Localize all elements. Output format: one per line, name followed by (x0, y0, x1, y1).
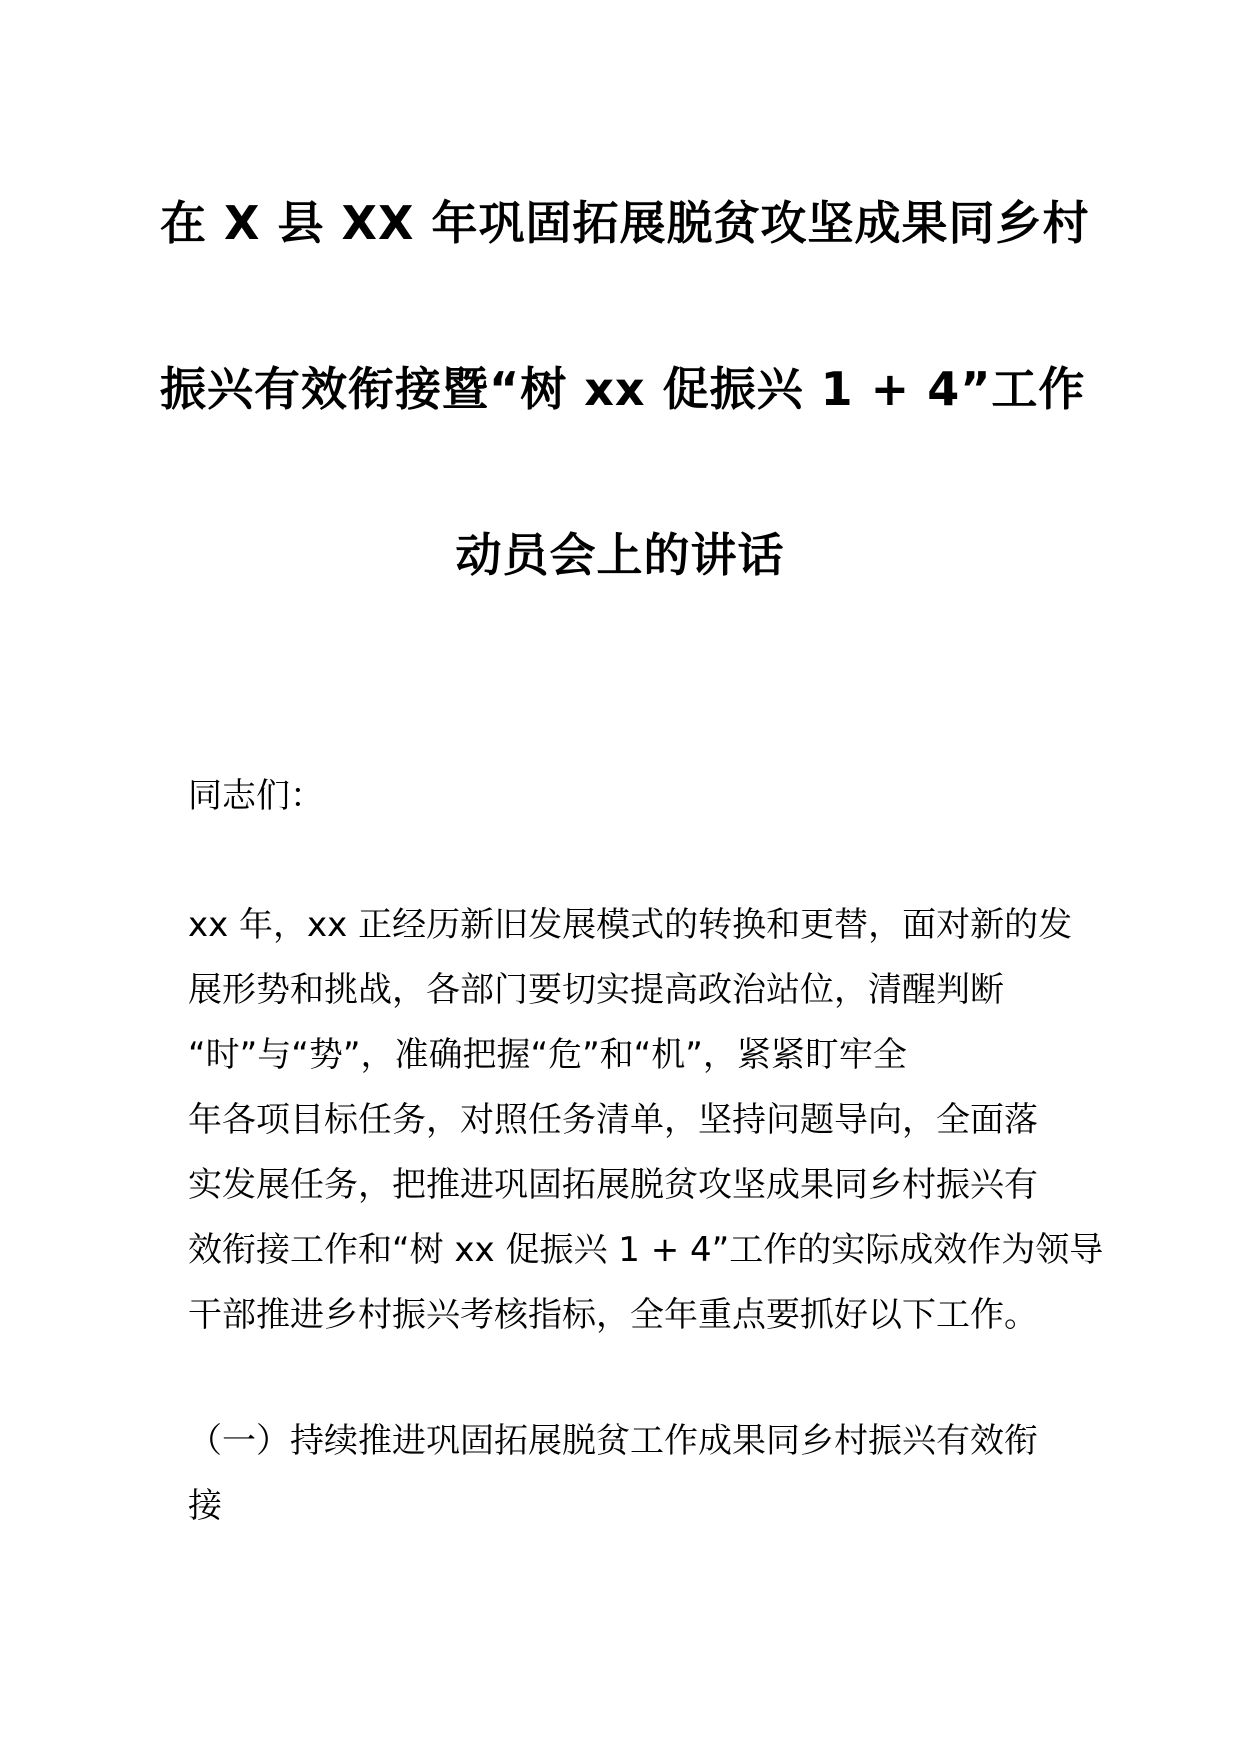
paragraph-line: 年各项目标任务，对照任务清单，坚持问题导向，全面落 (188, 1100, 1038, 1140)
document-title (160, 196, 1090, 582)
intro-paragraph (188, 893, 1104, 1348)
section-heading (188, 1409, 1058, 1539)
section-heading-line: 接 (188, 1486, 222, 1526)
paragraph-line: 干部推进乡村振兴考核指标，全年重点要抓好以下工作。 (188, 1295, 1038, 1335)
title-line-2: 振兴有效衔接暨“树 xx 促振兴 1 + 4”工作 (160, 362, 1086, 416)
paragraph-line: 效衔接工作和“树 xx 促振兴 1 + 4”工作的实际成效作为领导 (188, 1230, 1104, 1270)
section-heading-line: （一）持续推进巩固拓展脱贫工作成果同乡村振兴有效衔 (188, 1421, 1038, 1461)
title-line-1: 在 X 县 XX 年巩固拓展脱贫攻坚成果同乡村 (160, 196, 1090, 250)
paragraph-line: “时”与“势”，准确把握“危”和“机”，紧紧盯牢全 (188, 1035, 907, 1075)
paragraph-line: 展形势和挑战，各部门要切实提高政治站位，清醒判断 (188, 970, 1004, 1010)
paragraph-line: 实发展任务，把推进巩固拓展脱贫攻坚成果同乡村振兴有 (188, 1165, 1038, 1205)
title-line-3: 动员会上的讲话 (455, 528, 785, 582)
greeting (188, 764, 1058, 829)
greeting-text: 同志们： (188, 776, 324, 816)
paragraph-line: xx 年，xx 正经历新旧发展模式的转换和更替，面对新的发 (188, 905, 1073, 945)
